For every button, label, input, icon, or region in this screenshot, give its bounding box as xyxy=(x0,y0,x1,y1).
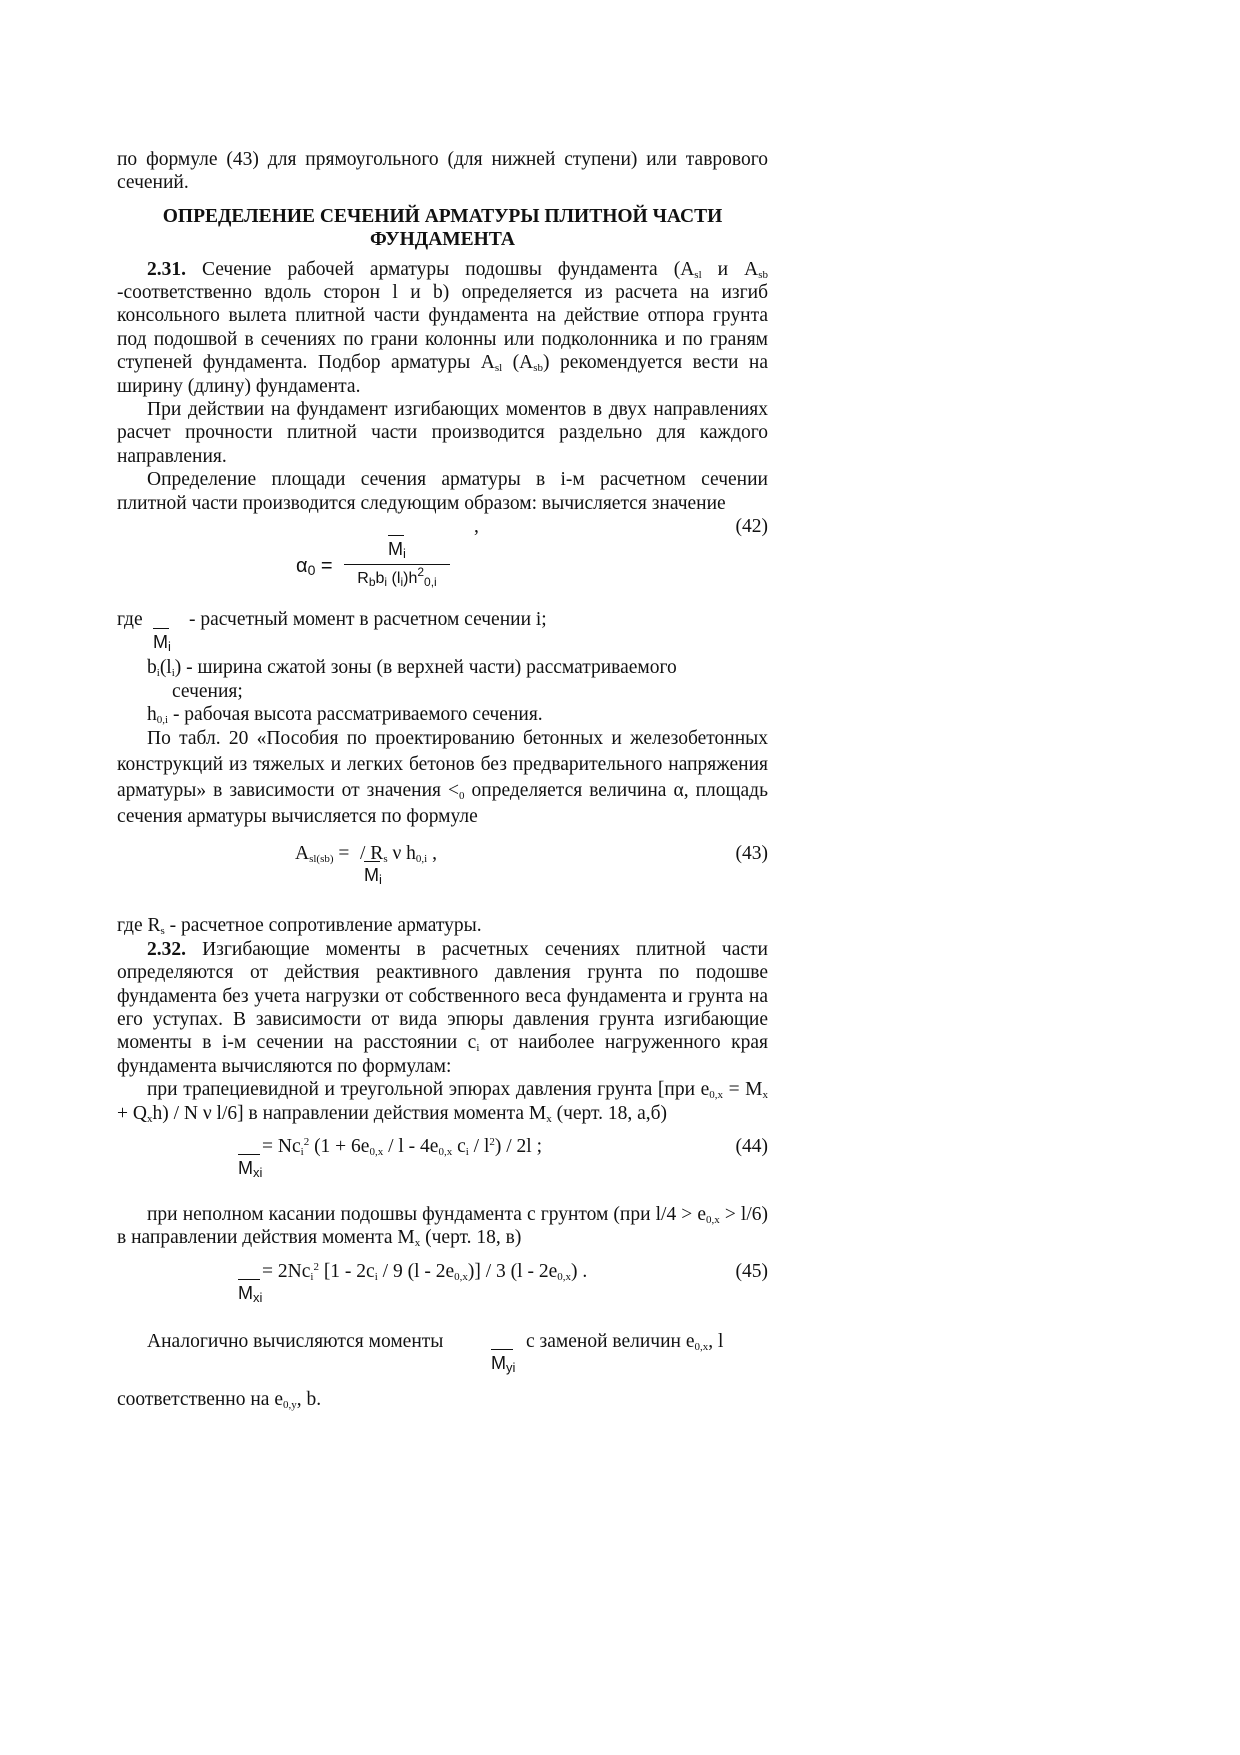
where-text: - расчетный момент в расчетном сечении i; xyxy=(189,609,547,631)
text-run: R xyxy=(357,570,369,588)
text-run: ) . xyxy=(570,1260,588,1282)
subscript: 0 xyxy=(307,562,316,579)
subscript: i xyxy=(374,1270,378,1283)
text-run: > l/6) в направлении действия момента M xyxy=(117,1203,768,1249)
subscript: sl(sb) xyxy=(309,853,334,866)
superscript: 2 xyxy=(313,1260,319,1273)
where-width-continued: сечения; xyxy=(172,680,243,702)
equation-comma: , xyxy=(474,516,479,538)
text-run: (черт. 18, в) xyxy=(420,1227,522,1249)
text-run: -соответственно вдоль сторон l и b) определяется из расчета на изгиб консольного вылета плитной части фундамента на действие отпора грунта под подошвой в сечениях по грани колонны или подколонника и по граням ступеней фундамента. Подбор арматуры A xyxy=(117,282,768,374)
equation-number-42: (42) xyxy=(735,516,768,538)
text-run: = 2Nc xyxy=(262,1260,311,1282)
text-run: - расчетное сопротивление арматуры. xyxy=(164,915,482,937)
alpha-char: α xyxy=(296,555,308,578)
text-run: )] / 3 (l - 2e xyxy=(467,1260,558,1282)
fraction-numerator xyxy=(344,538,450,564)
paragraph-table xyxy=(117,726,768,830)
intro-paragraph: по формуле (43) для прямоугольного (для нижней ступени) или таврового сечений. xyxy=(117,149,768,194)
moment-char: M xyxy=(364,865,379,886)
moment-symbol xyxy=(238,1282,262,1305)
text-run: ) - ширина сжатой зоны (в верхней части) рассматриваемого xyxy=(174,657,677,679)
subscript: 0,i xyxy=(156,713,169,726)
subscript: 0,y xyxy=(282,1398,297,1411)
subscript: 0,i xyxy=(424,575,437,590)
equation-43 xyxy=(117,842,768,914)
fraction-bar xyxy=(344,564,450,565)
subscript: 0,x xyxy=(706,1213,720,1226)
fraction-denominator xyxy=(344,567,450,590)
text-run: при неполном касании подошвы фундамента с грунтом (при l/4 > e xyxy=(147,1203,707,1225)
text-run: с заменой величин e xyxy=(526,1330,695,1352)
equals-sign: = xyxy=(320,555,333,578)
paragraph-two-directions: При действии на фундамент изгибающих моментов в двух направлениях расчет прочности плитной части производится раздельно для каждого направления. xyxy=(117,399,768,467)
equation-number-45: (45) xyxy=(735,1260,768,1282)
subscript: 0,x xyxy=(709,1089,723,1102)
subscript: xi xyxy=(253,1164,263,1180)
text-run: от наиболее нагруженного края фундамента вычисляются по формулам: xyxy=(117,1032,768,1077)
text-run: определяется величина α, площадь сечения арматуры вычисляется по формуле xyxy=(117,780,768,828)
moment-symbol xyxy=(238,1157,262,1180)
clause-number: 2.32. xyxy=(147,938,186,960)
subscript: sl xyxy=(494,362,503,375)
subscript: x xyxy=(414,1237,421,1250)
subscript: i xyxy=(476,1042,480,1055)
section-title: ОПРЕДЕЛЕНИЕ СЕЧЕНИЙ АРМАТУРЫ ПЛИТНОЙ ЧАСТИ ФУНДАМЕНТА xyxy=(162,205,723,251)
subscript: 0,x xyxy=(454,1270,468,1283)
text-run: = M xyxy=(723,1079,763,1101)
text-run: + Q xyxy=(117,1102,147,1124)
moment-char: M xyxy=(238,1282,253,1303)
text-run: / 9 (l - 2e xyxy=(377,1260,455,1282)
subscript: i xyxy=(171,667,175,680)
superscript: 2 xyxy=(417,565,425,580)
equation-42-label-row xyxy=(117,515,768,538)
paragraph-2-31 xyxy=(117,258,768,398)
where-moment xyxy=(117,608,768,654)
equation-45-body xyxy=(262,1260,587,1283)
where-height xyxy=(117,703,768,726)
text-run: A xyxy=(295,843,310,865)
where-resistance xyxy=(117,914,768,937)
subscript: 0,x xyxy=(557,1270,571,1283)
document-page xyxy=(117,148,768,1411)
fraction xyxy=(344,538,450,590)
text-run: h xyxy=(147,703,157,725)
text-run: (A xyxy=(502,352,534,374)
subscript: sl xyxy=(694,268,702,281)
text-run: = Nc xyxy=(262,1135,301,1157)
subscript: s xyxy=(160,925,165,938)
text-run: Аналогично вычисляются моменты xyxy=(147,1330,444,1352)
text-run: b xyxy=(147,657,157,679)
text-run: )h xyxy=(403,570,418,588)
moment-char: M xyxy=(388,539,404,560)
superscript: 2 xyxy=(303,1135,310,1148)
subscript: b xyxy=(368,575,376,590)
moment-symbol xyxy=(388,538,406,561)
subscript: x xyxy=(546,1112,552,1125)
subscript: yi xyxy=(506,1359,516,1375)
subscript: i xyxy=(384,575,388,590)
text-run: (1 + 6e xyxy=(309,1135,370,1157)
subscript: i xyxy=(156,667,160,680)
where-label: где xyxy=(117,609,143,631)
subscript: i xyxy=(465,1145,469,1158)
text-run: ) рекомендуется вести на ширину (длину) фундамента. xyxy=(117,352,768,397)
subscript: 0,x xyxy=(438,1145,453,1158)
text-run: = xyxy=(333,843,350,865)
equation-44 xyxy=(117,1135,768,1199)
superscript: 2 xyxy=(489,1135,495,1148)
subscript: xi xyxy=(253,1289,263,1305)
text-run: По табл. 20 «Пособия по проектированию бетонных и железобетонных конструкций из тяжелых и легких бетонов без предварительного напряжения арматуры» в зависимости от значения < xyxy=(117,728,768,802)
subscript: 0,i xyxy=(415,853,428,866)
subscript: i xyxy=(379,872,382,888)
subscript: s xyxy=(383,853,388,866)
subscript: 0,x xyxy=(369,1145,384,1158)
text-run: - рабочая высота рассматриваемого сечения. xyxy=(168,703,543,725)
subscript: i xyxy=(168,639,171,655)
text-run: Изгибающие моменты в расчетных сечениях плитной части определяются от действия реактивного давления грунта по подошве фундамента без учета нагрузки от собственного веса фундамента и грунта на его уступах. В зависимости от вида эпюры давления грунта изгибающие моменты в i-м сечении на расстоянии c xyxy=(117,938,768,1054)
text-run: соответственно на e xyxy=(117,1388,283,1410)
text-run: (l xyxy=(159,657,172,679)
text-run: ν h xyxy=(387,843,416,865)
clause-number: 2.31. xyxy=(147,258,186,280)
equation-43-body xyxy=(295,842,349,865)
subscript: x xyxy=(146,1112,153,1125)
text-run: ) / 2l ; xyxy=(494,1135,543,1157)
text-run: h) / N ν l/6] в направлении действия момента M xyxy=(152,1102,547,1124)
subscript: sb xyxy=(758,268,768,281)
paragraph-area: Определение площади сечения арматуры в i-м расчетном сечении плитной части производится следующим образом: вычисляется значение xyxy=(117,469,768,514)
text-run: где R xyxy=(117,915,161,937)
text-run: [1 - 2c xyxy=(318,1260,375,1282)
subscript: i xyxy=(300,1145,304,1158)
equation-number-44: (44) xyxy=(735,1135,768,1157)
text-run: / R xyxy=(360,843,384,865)
text-run: c xyxy=(452,1135,466,1157)
paragraph-analog xyxy=(117,1330,768,1394)
text-run: , l xyxy=(708,1330,724,1352)
text-run: / l - 4e xyxy=(383,1135,439,1157)
moment-char: M xyxy=(238,1157,253,1178)
paragraph-2-32 xyxy=(117,938,768,1078)
subscript: x xyxy=(762,1089,768,1102)
moment-char: M xyxy=(153,632,168,653)
paragraph-trapezoid xyxy=(117,1078,768,1125)
equation-45 xyxy=(117,1260,768,1324)
moment-char: M xyxy=(491,1352,506,1373)
text-run xyxy=(526,1330,723,1353)
text-run: , xyxy=(427,843,437,865)
subscript: i xyxy=(400,575,404,590)
text-run: (черт. 18, а,б) xyxy=(551,1102,668,1124)
moment-symbol xyxy=(364,864,382,887)
text-run: при трапециевидной и треугольной эпюрах давления грунта [при e xyxy=(147,1079,710,1101)
moment-symbol xyxy=(153,631,171,654)
equation-44-body xyxy=(262,1135,542,1158)
text-run: (l xyxy=(391,570,401,588)
subscript: i xyxy=(310,1270,314,1283)
alpha-symbol xyxy=(296,555,333,578)
equation-42 xyxy=(117,538,768,608)
text-run: Сечение рабочей арматуры подошвы фундамента (A xyxy=(186,258,695,280)
equation-number-43: (43) xyxy=(735,843,768,865)
text-run: b xyxy=(375,570,385,588)
paragraph-partial-contact xyxy=(117,1203,768,1250)
subscript: 0 xyxy=(459,790,465,803)
text-run: , b. xyxy=(296,1388,322,1410)
subscript: i xyxy=(403,546,406,562)
moment-symbol xyxy=(491,1352,515,1375)
where-width xyxy=(117,656,768,679)
subscript: sb xyxy=(533,362,543,375)
text-run: и A xyxy=(701,258,759,280)
subscript: 0,x xyxy=(694,1340,709,1353)
text-run: / l xyxy=(468,1135,490,1157)
